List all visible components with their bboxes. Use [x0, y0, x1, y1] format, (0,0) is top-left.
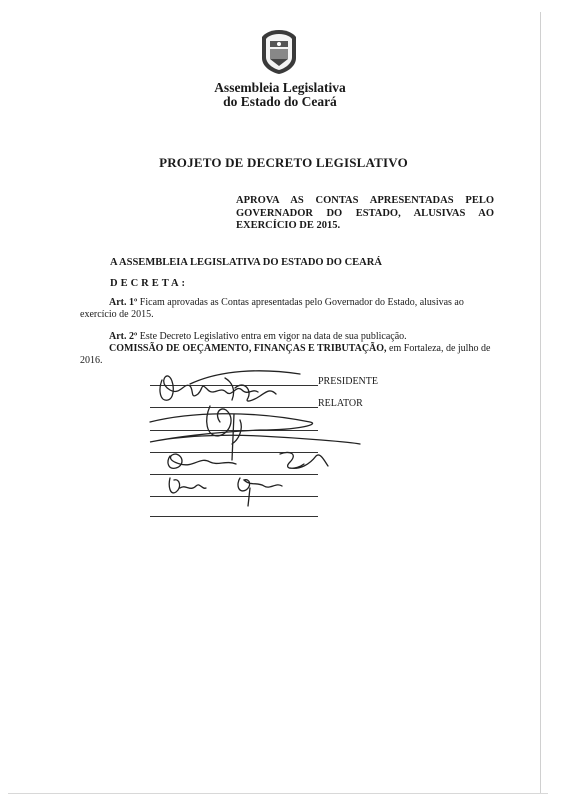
place-date: em Fortaleza, de julho de 2016.: [80, 343, 491, 366]
page-bottom-border: [8, 793, 548, 794]
handwritten-signatures: [140, 360, 370, 510]
ementa-line: EXERCÍCIO DE 2015.: [236, 220, 341, 231]
article-1-label: Art. 1º: [109, 297, 138, 308]
institution-name-line1: Assembleia Legislativa: [214, 80, 346, 95]
signature-line: [150, 516, 318, 517]
ementa-line: APROVA AS CONTAS APRESENTADAS PELO: [236, 195, 494, 206]
article-1-text: Ficam aprovadas as Contas apresentadas pelo Governador do Estado, alusivas ao exercício de 2015.: [80, 297, 464, 320]
assembly-statement: A ASSEMBLEIA LEGISLATIVA DO ESTADO DO CEARÁ: [110, 257, 382, 268]
ementa: [236, 195, 494, 233]
decreta-heading: DECRETA:: [110, 278, 189, 289]
rapporteur-label: RELATOR: [318, 398, 363, 409]
state-crest-logo: [258, 28, 300, 76]
institution-name-line2: do Estado do Ceará: [223, 94, 337, 109]
article-2: [80, 331, 494, 343]
article-1: [80, 297, 494, 321]
president-label: PRESIDENTE: [318, 376, 378, 387]
ementa-line: GOVERNADOR DO ESTADO, ALUSIVAS AO: [236, 207, 494, 219]
article-2-text: Este Decreto Legislativo entra em vigor na data de sua publicação.: [139, 331, 407, 342]
commission-name: COMISSÃO DE OEÇAMENTO, FINANÇAS E TRIBUTAÇÃO,: [109, 343, 387, 354]
document-title: PROJETO DE DECRETO LEGISLATIVO: [159, 155, 408, 170]
article-2-label: Art. 2º: [109, 331, 138, 342]
page-right-border: [540, 12, 541, 794]
